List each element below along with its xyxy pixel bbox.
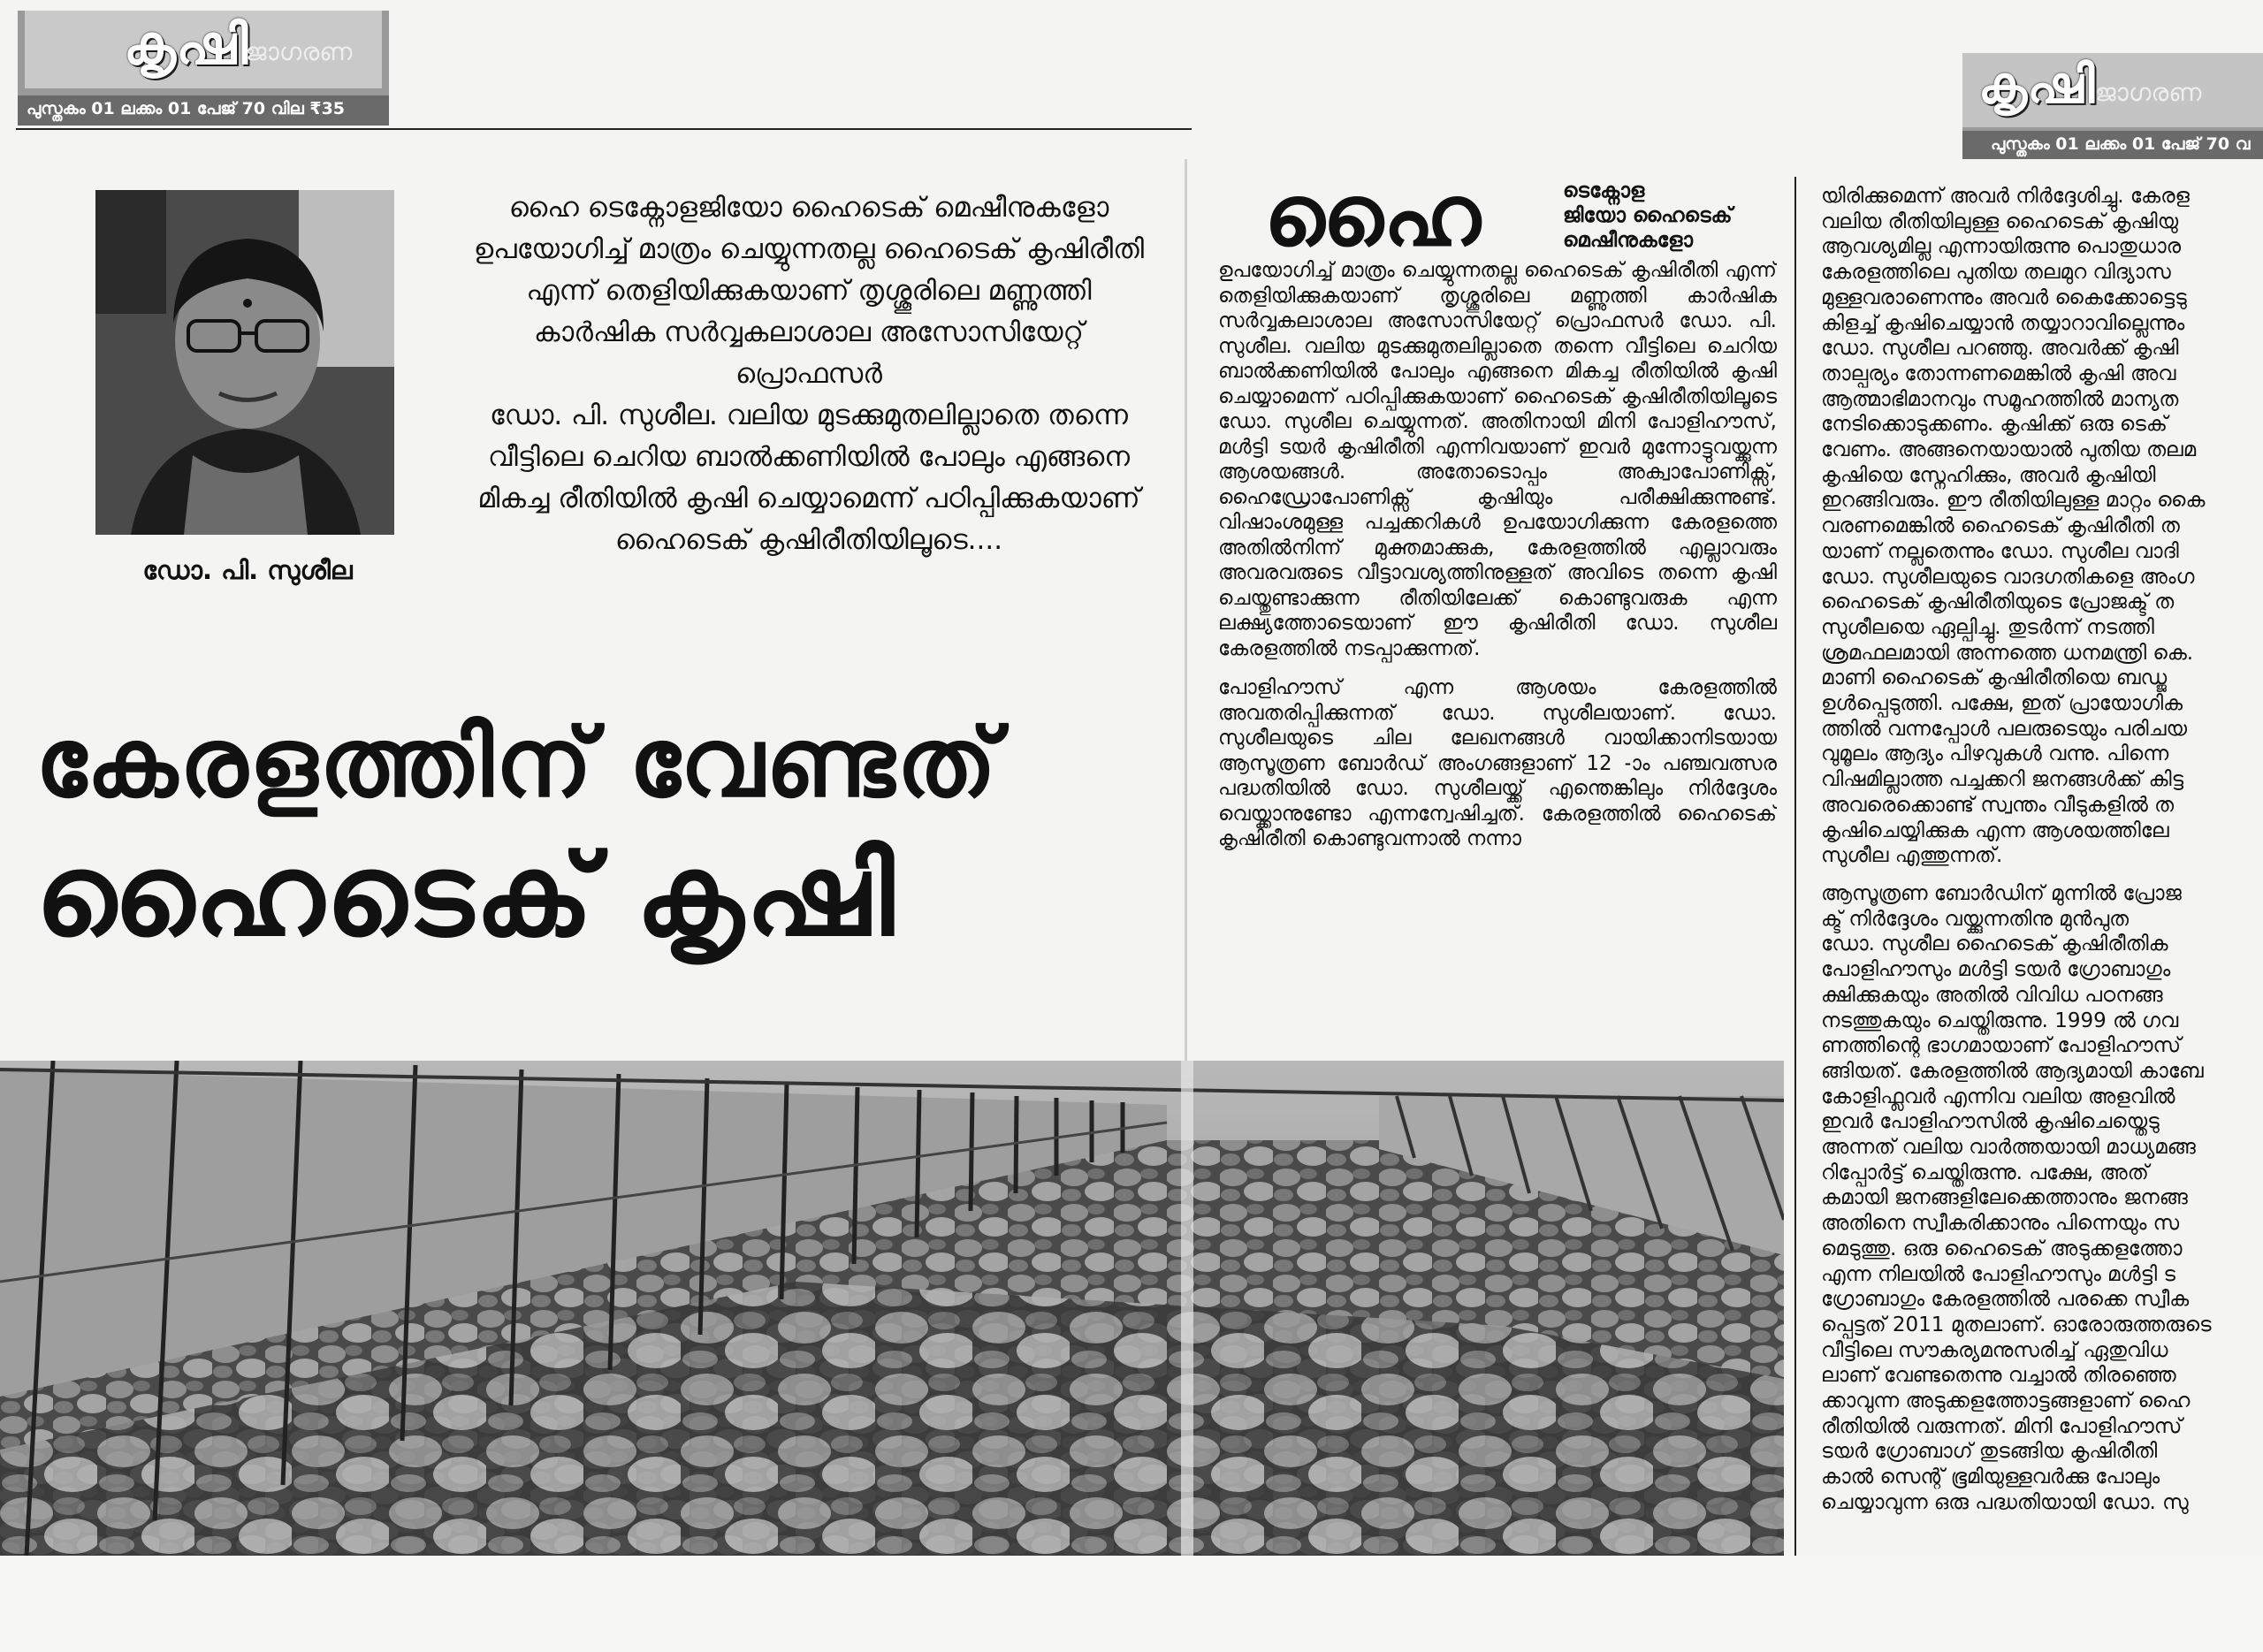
portrait-image <box>95 190 394 535</box>
lede-line: ഹൈ ടെക്നോളജിയോ ഹൈടെക് മെഷീനുകളോ <box>508 192 1109 224</box>
issue-info-right: പുസ്തകം 01 ലക്കം 01 പേജ് 70 വ <box>1991 134 2251 154</box>
body-paragraph: പോളിഹൗസ് എന്ന ആശയം കേരളത്തിൽ അവതരിപ്പിക്കുന്നത് ഡോ. സുശീലയാണ്. ഡോ. സുശീലയുടെ ചില ലേഖനങ്ങൾ വായിക്കാനിടയായ ആസൂത്രണ ബോർഡ് അംഗങ്ങളാണ് 12 -ാം പഞ്ചവത്സര പദ്ധതിയിൽ ഡോ. സുശീലയ്ക്ക് എന്തെങ്കിലും നിർദ്ദേശം വെയ്ക്കാനുണ്ടോ എന്നന്വേഷിച്ചത്. കേരളത്തിൽ ഹൈടെക് കൃഷിരീതി കൊണ്ടുവന്നാൽ നന്നാ <box>1218 676 1777 850</box>
body-paragraph-right: യിരിക്കുമെന്ന് അവർ നിർദ്ദേശിച്ചു. കേരള വലിയ രീതിയിലുള്ള ഹൈടെക് കൃഷിയു ആവശ്യമില്ല എന്നായിരുന്നു പൊതുധാര കേരളത്തിലെ പുതിയ തലമുറ വിദ്യാസ മുള്ളവരാണെന്നും അവർ കൈക്കോട്ടെടു കിളച്ച് കൃഷിചെയ്യാൻ തയ്യാറാവില്ലെന്നും ഡോ. സുശീല പറഞ്ഞു. അവർക്ക് കൃഷി താല്പര്യം തോന്നണമെങ്കിൽ കൃഷി അവ ആത്മാഭിമാനവും സമൂഹത്തിൽ മാന്യത നേടിക്കൊടുക്കണം. കൃഷിക്ക് ഒരു ടെക് വേണം. അങ്ങനെയായാൽ പുതിയ തലമ കൃഷിയെ സ്നേഹിക്കും, അവർ കൃഷിയി ഇറങ്ങിവരും. ഈ രീതിയിലുള്ള മാറ്റം കൈ വരണമെങ്കിൽ ഹൈടെക് കൃഷിരീതി ത യാണ് നല്ലതെന്നും ഡോ. സുശീല വാദി ഡോ. സുശീലയുടെ വാദഗതികളെ അംഗ ഹൈടെക് കൃഷിരീതിയുടെ പ്രോജക്ട് ത സുശീലയെ ഏല്പിച്ചു. തുടർന്ന് നടത്തി ശ്രമഫലമായി അന്നത്തെ ധനമന്ത്രി കെ. മാണി ഹൈടെക് കൃഷിരീതിയെ ബഡ്ജ ഉൾപ്പെടുത്തി. പക്ഷേ, ഇത് പ്രായോഗിക ത്തിൽ വന്നപ്പോൾ പലരുടെയും പരിചയ വുമൂലം ആദ്യം പിഴവുകൾ വന്നു. പിന്നെ വിഷമില്ലാത്ത പച്ചക്കറി ജനങ്ങൾക്ക് കിട്ട അവരെക്കൊണ്ട് സ്വന്തം വീടുകളിൽ ത കൃഷിചെയ്യിക്കുക എന്ന ആശയത്തിലേ സുശീല എത്തുന്നത്. <box>1821 185 2206 868</box>
scan-edge <box>0 1556 2263 1652</box>
lede-line: മികച്ച രീതിയിൽ കൃഷി ചെയ്യാമെന്ന് പഠിപ്പിക്കുകയാണ് <box>477 483 1140 514</box>
masthead-sub: ജാഗരണ <box>246 37 353 66</box>
masthead-logo: കൃഷി <box>124 12 248 77</box>
body-paragraph: ഉപയോഗിച്ച് മാത്രം ചെയ്യുന്നതല്ല ഹൈടെക് കൃഷിരീതി എന്ന് തെളിയിക്കുകയാണ് തൃശ്ശൂരിലെ മണ്ണുത്തി കാർഷിക സർവ്വകലാശാല അസോസിയേറ്റ് പ്രൊഫസർ ഡോ. പി. സുശീല. വലിയ മുടക്കുമുതലില്ലാതെ തന്നെ വീട്ടിലെ ചെറിയ ബാൽക്കണിയിൽ പോലും എങ്ങനെ മികച്ച രീതിയിൽ കൃഷി ചെയ്യാമെന്ന് പഠിപ്പിക്കുകയാണ് ഹൈടെക് കൃഷിരീതിയിലൂടെ ഡോ. സുശീല ചെയ്യുന്നത്. അതിനായി മിനി പോളിഹൗസ്, മൾട്ടി ടയർ കൃഷിരീതി എന്നിവയാണ് ഇവർ മുന്നോട്ടുവയ്ക്കുന്ന ആശയങ്ങൾ. അതോടൊപ്പം അക്വാപോണിക്സ്, ഹൈഡ്രോപോണിക്സ് കൃഷിയും പരീക്ഷിക്കുന്നുണ്ട്. വിഷാംശമുള്ള പച്ചക്കറികൾ ഉപയോഗിക്കുന്ന കേരളത്തെ അതിൽനിന്ന് മുക്തമാക്കുക, കേരളത്തിൽ എല്ലാവരും അവരവരുടെ വീട്ടാവശ്യത്തിനുള്ളത് അവിടെ തന്നെ കൃഷി ചെയ്തുണ്ടാക്കുന്ന രീതിയിലേക്ക് കൊണ്ടുവരുക എന്ന ലക്ഷ്യത്തോടെയാണ് ഈ കൃഷിരീതി ഡോ. സുശീല കേരളത്തിൽ നടപ്പാക്കുന്നത്. <box>1218 259 1777 660</box>
masthead-left <box>18 11 389 126</box>
body-column-middle <box>1218 258 1777 1036</box>
masthead-sub-right: ജാഗരണ <box>2095 78 2202 107</box>
body-paragraph-right: ആസൂത്രണ ബോർഡിന് മുന്നിൽ പ്രോജ ക്ട് നിർദ്ദേശം വയ്ക്കുന്നതിനു മുൻപുത ഡോ. സുശീല ഹൈടെക് കൃഷിരീതിക പോളിഹൗസും മൾട്ടി ടയർ ഗ്രോബാഗും ക്ഷിക്കുകയും അതിൽ വിവിധ പഠനങ്ങ നടത്തുകയും ചെയ്തിരുന്നു. 1999 ൽ ഗവ ണത്തിന്റെ ഭാഗമായാണ് പോളിഹൗസ് ങ്ങിയത്. കേരളത്തിൽ ആദ്യമായി കാബേ കോളിഫ്ലവർ എന്നിവ വലിയ അളവിൽ ഇവർ പോളിഹൗസിൽ കൃഷിചെയ്തെടു അന്നത് വലിയ വാർത്തയായി മാധ്യമങ്ങ റിപ്പോർട്ട് ചെയ്തിരുന്നു. പക്ഷേ, അത് കമായി ജനങ്ങളിലേക്കെത്താനും ജനങ്ങ അതിനെ സ്വീകരിക്കാനും പിന്നെയും സ മെടുത്തു. ഒരു ഹൈടെക് അടുക്കളത്തോ എന്ന നിലയിൽ പോളിഹൗസും മൾട്ടി ട ഗ്രോബാഗും കേരളത്തിൽ പരക്കെ സ്വീക പ്പെട്ടത് 2011 മുതലാണ്. ഓരോരുത്തരുടെ വീട്ടിലെ സൗകര്യമനുസരിച്ച് ഏതുവിധ ലാണ് വേണ്ടതെന്നു വച്ചാൽ തിരഞ്ഞെ ക്കാവുന്ന അടുക്കളത്തോട്ടങ്ങളാണ് ഹൈ രീതിയിൽ വരുന്നത്. മിനി പോളിഹൗസ് ടയർ ഗ്രോബാഗ് തുടങ്ങിയ കൃഷിരീതി കാൽ സെന്റ് ഭൂമിയുള്ളവർക്കു പോലും ചെയ്യാവുന്ന ഒരു പദ്ധതിയായി ഡോ. സു <box>1821 881 2212 1514</box>
lede-line: എന്ന് തെളിയിക്കുകയാണ് തൃശ്ശൂരിലെ മണ്ണുത്തി <box>526 275 1092 307</box>
lede-line: ഉപയോഗിച്ച് മാത്രം ചെയ്യുന്നതല്ല ഹൈടെക് കൃഷിരീതി <box>473 233 1145 265</box>
drop-cap-tail-line: ടെക്നോള <box>1563 179 1645 202</box>
portrait-caption: ഡോ. പി. സുശീല <box>142 555 353 585</box>
drop-cap-tail-line: മെഷീനുകളോ <box>1563 229 1694 252</box>
column-rule <box>1794 177 1796 1626</box>
headline-line-1: കേരളത്തിന് വേണ്ടത് <box>35 708 999 818</box>
greenhouse-image <box>0 1061 1784 1556</box>
body-column-right <box>1821 184 2263 1633</box>
top-rule <box>16 128 1192 130</box>
lede-line: ഡോ. പി. സുശീല. വലിയ മുടക്കുമുതലില്ലാതെ തന്നെ <box>490 400 1128 431</box>
masthead-logo-right: കൃഷി <box>1978 55 2095 115</box>
issue-info: പുസ്തകം 01 ലക്കം 01 പേജ് 70 വില ₹35 <box>27 99 346 118</box>
lede-line: ഹൈടെക് കൃഷിരീതിയിലൂടെ.... <box>614 524 1003 556</box>
drop-cap: ഹൈ <box>1264 166 1481 265</box>
greenhouse-photo <box>0 1061 1784 1556</box>
drop-cap-tail <box>1563 179 1775 253</box>
masthead-right <box>1962 53 2263 159</box>
lede-line: വീട്ടിലെ ചെറിയ ബാൽക്കണിയിൽ പോലും എങ്ങനെ <box>487 441 1131 473</box>
lede-intro <box>460 187 1158 561</box>
drop-cap-tail-line: ജിയോ ഹൈടെക് <box>1563 204 1733 227</box>
lede-line: കാർഷിക സർവ്വകലാശാല അസോസിയേറ്റ് പ്രൊഫസർ <box>533 316 1084 390</box>
author-portrait <box>95 190 394 535</box>
headline-line-2: ഹൈടെക് കൃഷി <box>35 830 896 962</box>
